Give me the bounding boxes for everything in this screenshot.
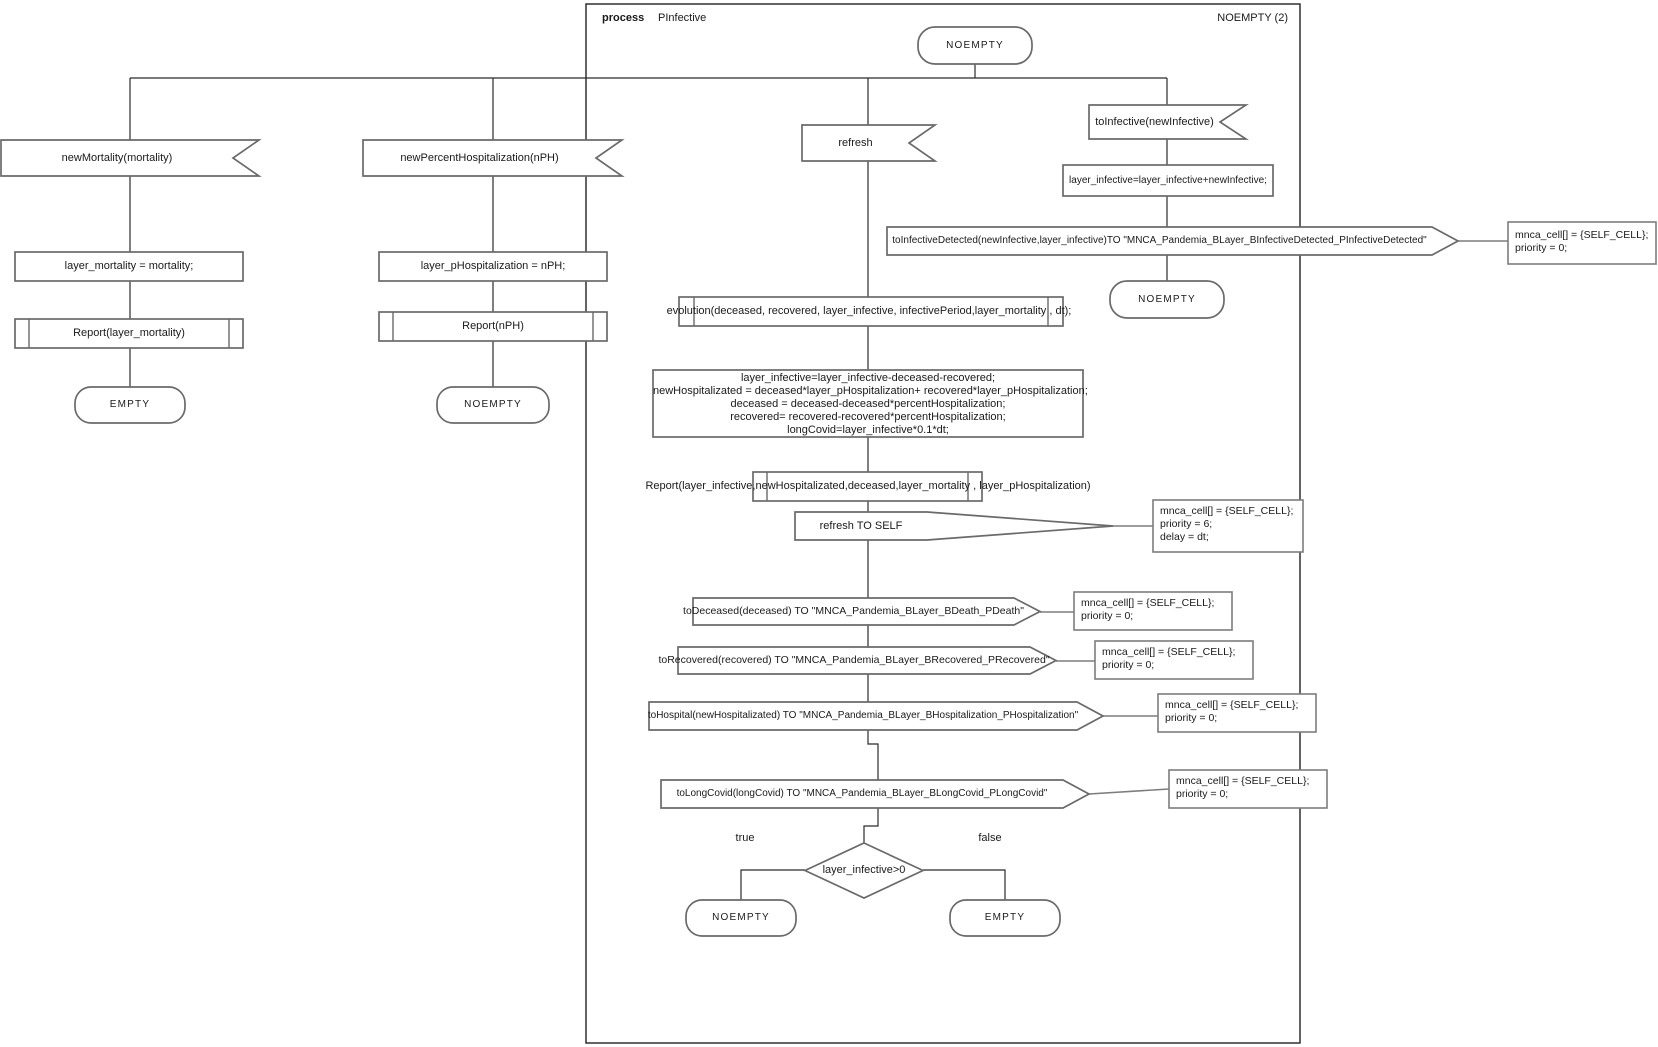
assignment-line: layer_infective=layer_infective-deceased-recovered; bbox=[740, 372, 996, 384]
assignment-line: longCovid=layer_infective*0.1*dt; bbox=[787, 424, 949, 436]
comment-line: priority = 0; bbox=[1176, 788, 1229, 800]
comment-longcovid-text bbox=[1169, 770, 1327, 801]
comment-line-longcovid bbox=[1089, 789, 1169, 794]
assignment-line: newHospitalizated = deceased*layer_pHospitalization+ recovered*layer_pHospitalization; bbox=[653, 385, 1088, 397]
process-kind-label: process bbox=[602, 11, 645, 24]
assignment-line: deceased = deceased-deceased*percentHospitalization; bbox=[730, 398, 1006, 410]
comment-recovered-text bbox=[1095, 641, 1253, 672]
state-noempty-infective-label: NOEMPTY bbox=[1138, 293, 1196, 305]
decision-false-label: false bbox=[978, 831, 1002, 844]
comment-line: priority = 0; bbox=[1102, 659, 1155, 671]
output-toinfectivedetected-label: toInfectiveDetected(newInfective,layer_infective)TO "MNCA_Pandemia_BLayer_BInfectiveDetected_PInfectiveDetected" bbox=[892, 235, 1427, 246]
output-refresh-to-self-label: refresh TO SELF bbox=[819, 519, 903, 532]
comment-line: priority = 6; bbox=[1160, 518, 1213, 530]
input-refresh-label: refresh bbox=[838, 136, 873, 149]
state-empty-false-label: EMPTY bbox=[984, 912, 1026, 923]
output-todeceased-label: toDeceased(deceased) TO "MNCA_Pandemia_BLayer_BDeath_PDeath" bbox=[683, 605, 1024, 618]
assignment-line: recovered= recovered-recovered*percentHospitalization; bbox=[730, 411, 1006, 423]
procedure-evolution-label: evolution(deceased, recovered, layer_infective, infectivePeriod,layer_mortality , dt); bbox=[666, 305, 1072, 317]
task-layer-mortality-label: layer_mortality = mortality; bbox=[64, 260, 194, 272]
state-noempty-true-label: NOEMPTY bbox=[712, 912, 770, 923]
task-refresh-assignments-text bbox=[653, 372, 1088, 437]
state-empty-mortality-label: EMPTY bbox=[109, 399, 151, 410]
comment-hospital-text bbox=[1158, 694, 1316, 725]
connector-hospital-to-longcovid bbox=[868, 730, 878, 780]
input-toinfective-label: toInfective(newInfective) bbox=[1095, 115, 1214, 128]
input-newmortality-label: newMortality(mortality) bbox=[61, 151, 173, 164]
comment-line: delay = dt; bbox=[1160, 531, 1209, 543]
procedure-report-refresh-label: Report(layer_infective,newHospitalizated,deceased,layer_mortality , layer_pHospitalization) bbox=[645, 480, 1091, 492]
input-newpercenthospitalization-label: newPercentHospitalization(nPH) bbox=[400, 151, 559, 164]
output-tolongcovid-label: toLongCovid(longCovid) TO "MNCA_Pandemia_BLayer_BLongCovid_PLongCovid" bbox=[676, 788, 1048, 799]
comment-line: mnca_cell[] = {SELF_CELL}; bbox=[1081, 597, 1215, 609]
comment-line: priority = 0; bbox=[1081, 610, 1134, 622]
comment-line: priority = 0; bbox=[1165, 712, 1218, 724]
connector-longcovid-to-decision bbox=[864, 808, 878, 843]
comment-line: mnca_cell[] = {SELF_CELL}; bbox=[1165, 699, 1299, 711]
decision-condition-label: layer_infective>0 bbox=[822, 864, 906, 876]
output-tohospital-label: toHospital(newHospitalizated) TO "MNCA_Pandemia_BLayer_BHospitalization_PHospitalization" bbox=[647, 710, 1079, 721]
comment-line: priority = 0; bbox=[1515, 242, 1568, 254]
comment-refresh-self-text bbox=[1153, 500, 1303, 544]
connector-decision-false bbox=[923, 870, 1005, 900]
comment-line: mnca_cell[] = {SELF_CELL}; bbox=[1176, 775, 1310, 787]
procedure-report-nph-label: Report(nPH) bbox=[462, 320, 524, 332]
comment-line: mnca_cell[] = {SELF_CELL}; bbox=[1102, 646, 1236, 658]
decision-true-label: true bbox=[735, 831, 755, 844]
state-noempty-nph-label: NOEMPTY bbox=[464, 399, 522, 410]
process-name: PInfective bbox=[658, 11, 707, 24]
task-layer-phospitalization-label: layer_pHospitalization = nPH; bbox=[420, 260, 566, 272]
comment-infectivedetected-text bbox=[1508, 224, 1656, 255]
start-state-label: NOEMPTY bbox=[946, 39, 1004, 51]
comment-line: mnca_cell[] = {SELF_CELL}; bbox=[1515, 229, 1649, 241]
procedure-report-mortality-label: Report(layer_mortality) bbox=[73, 327, 185, 339]
task-layer-infective-label: layer_infective=layer_infective+newInfective; bbox=[1069, 174, 1267, 186]
comment-deceased-text bbox=[1074, 592, 1232, 623]
connector-decision-true bbox=[741, 870, 805, 900]
comment-line: mnca_cell[] = {SELF_CELL}; bbox=[1160, 505, 1294, 517]
output-torecovered-label: toRecovered(recovered) TO "MNCA_Pandemia_BLayer_BRecovered_PRecovered" bbox=[658, 654, 1050, 667]
process-instance-label: NOEMPTY (2) bbox=[1217, 11, 1288, 24]
